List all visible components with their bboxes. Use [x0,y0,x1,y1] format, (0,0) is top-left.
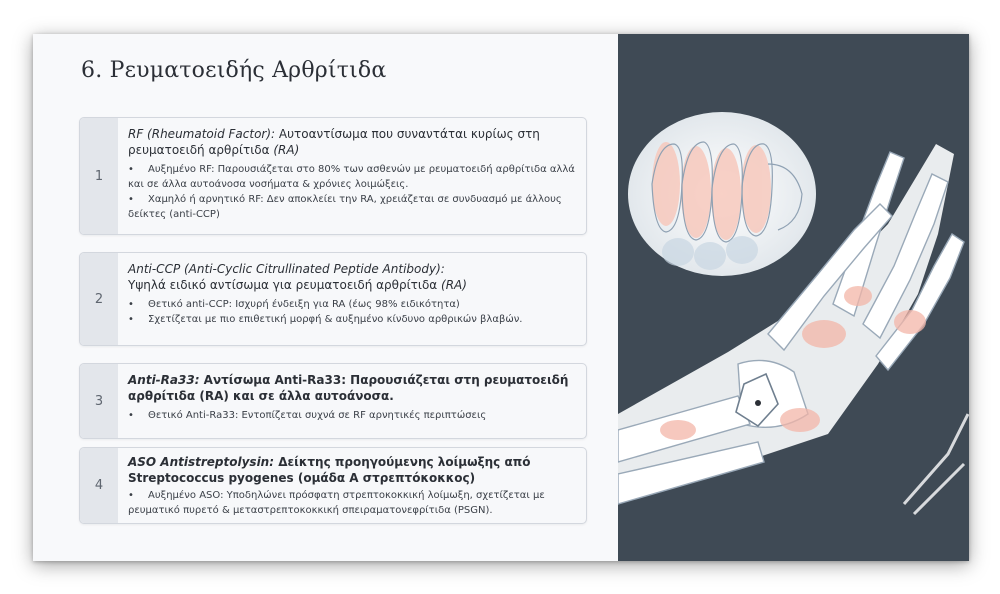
list-item [79,117,587,235]
bullet: • Αυξημένο ASO: Υποδηλώνει πρόσφατη στρεπτοκοκκική λοίμωξη, σχετίζεται με ρευματικό πυρετό & μεταστρεπτοκοκκική σπειραματονεφρίτιδα (PSGN). [128,490,545,516]
page-title: 6. Ρευματοειδής Αρθρίτιδα [81,58,387,83]
item-body [128,261,576,327]
bullet: • Αυξημένο RF: Παρουσιάζεται στο 80% των ασθενών με ρευματοειδή αρθρίτιδα αλλά και σε άλλα αυτοάνοσα νοσήματα & χρόνιες λοιμώξεις. [128,164,575,190]
item-body [128,454,576,518]
item-body [128,126,576,222]
list-item [79,252,587,346]
bullet: • Θετικό anti-CCP: Ισχυρή ένδειξη για RA (έως 98% ειδικότητα) [128,299,460,310]
item-body [128,372,576,423]
slide [33,34,969,561]
list-item [79,363,587,439]
item-number: 3 [80,364,118,438]
item-heading: ASO Antistreptolysin: Δείκτης προηγούμενης λοίμωξης από Streptococcus pyogenes (ομάδα A στρεπτόκοκκος) [128,455,531,485]
hand-skeleton-illustration [618,34,969,561]
list-item [79,447,587,524]
item-heading: Anti-CCP (Anti-Cyclic Citrullinated Peptide Antibody): Υψηλά ειδικό αντίσωμα για ρευματοειδή αρθρίτιδα (RA) [128,262,467,292]
item-number: 2 [80,253,118,345]
item-heading: RF (Rheumatoid Factor): Αυτοαντίσωμα που συναντάται κυρίως στη ρευματοειδή αρθρίτιδα (RA) [128,127,540,157]
bullet: • Σχετίζεται με πιο επιθετική μορφή & αυξημένο κίνδυνο αρθρικών βλαβών. [128,314,523,325]
bullet: • Θετικό Anti-Ra33: Εντοπίζεται συχνά σε RF αρνητικές περιπτώσεις [128,410,487,421]
item-number: 4 [80,448,118,523]
item-number: 1 [80,118,118,234]
item-heading: Anti-Ra33: Αντίσωμα Anti-Ra33: Παρουσιάζεται στη ρευματοειδή αρθρίτιδα (RA) και σε άλλα αυτοάνοσα. [128,373,569,403]
bullet: • Χαμηλό ή αρνητικό RF: Δεν αποκλείει την RA, χρειάζεται σε συνδυασμό με άλλους δείκτες (anti-CCP) [128,194,562,220]
hand-skeleton-icon [618,34,969,561]
